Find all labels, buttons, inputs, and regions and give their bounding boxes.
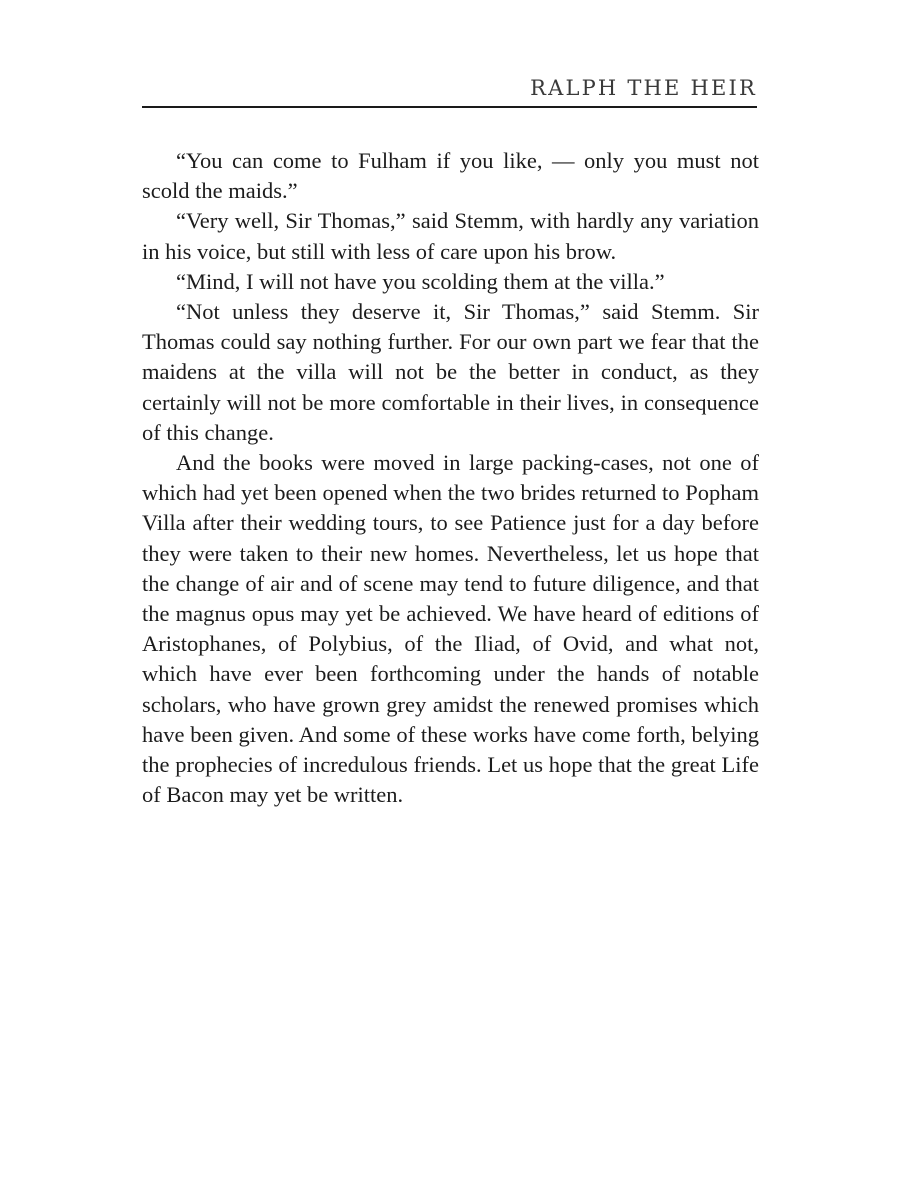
running-head-title: RALPH THE HEIR: [530, 76, 757, 100]
header-rule: [142, 106, 757, 108]
body-text: [142, 146, 759, 810]
paragraph-3: “Mind, I will not have you scolding them at the villa.”: [176, 268, 665, 294]
paragraph-4: “Not unless they deserve it, Sir Thomas,” said Stemm. Sir Thomas could say nothing further. For our own part we fear that the maidens at the villa will not be the better in conduct, as they certainly will not be more comfortable in their lives, in consequence of this change.: [142, 299, 759, 445]
paragraph-1: “You can come to Fulham if you like, — only you must not scold the maids.”: [142, 148, 759, 204]
paragraph-2: “Very well, Sir Thomas,” said Stemm, with hardly any variation in his voice, but still with less of care upon his brow.: [142, 208, 759, 264]
paragraph-5: And the books were moved in large packing-cases, not one of which had yet been opened when the two brides returned to Popham Villa after their wedding tours, to see Patience just for a day before they were taken to their new homes. Nevertheless, let us hope that the change of air and of scene may tend to future diligence, and that the magnus opus may yet be achieved. We have heard of editions of Aristophanes, of Polybius, of the Iliad, of Ovid, and what not, which have ever been forthcoming under the hands of notable scholars, who have grown grey amidst the renewed promises which have been given. And some of these works have come forth, belying the prophecies of incredulous friends. Let us hope that the great Life of Bacon may yet be written.: [142, 450, 759, 808]
